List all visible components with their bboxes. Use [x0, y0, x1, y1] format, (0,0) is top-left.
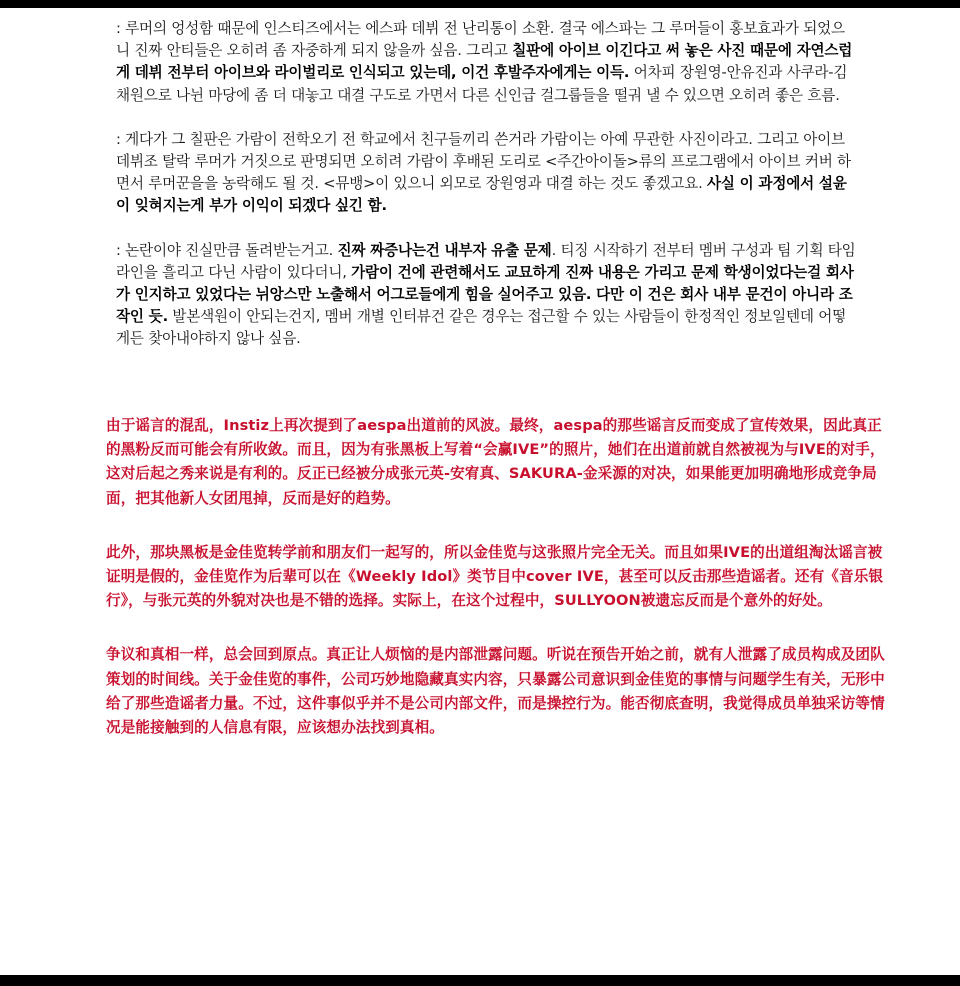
korean-paragraph-2 — [116, 129, 856, 218]
bold-text-segment: 가람이 건에 관련해서도 교묘하게 진짜 내용은 가리고 문제 학생이었다는걸 회사가 인지하고 있었다는 뉘앙스만 노출해서 어그로들에게 힘을 실어주고 있음. 다만 이 건은 회사 내부 문건이 아니라 조작인 듯. — [116, 263, 854, 326]
bold-text-segment: 진짜 짜증나는건 내부자 유출 문제 — [337, 241, 552, 259]
chinese-paragraph-1: 由于谣言的混乱，Instiz上再次提到了aespa出道前的风波。最终，aespa的那些谣言反而变成了宣传效果，因此真正的黑粉反而可能会有所收敛。而且，因为有张黑板上写着“会赢IVE”的照片，她们在出道前就自然被视为与IVE的对手，这对后起之秀来说是有利的。反正已经被分成张元英-安宥真、SAKURA-金采源的对决，如果能更加明确地形成竞争局面，把其他新人女团甩掉，反而是好的趋势。 — [106, 417, 885, 507]
bold-text-segment: 칠판에 아이브 이긴다고 써 놓은 사진 때문에 자연스럽게 데뷔 전부터 아이브와 라이벌리로 인식되고 있는데, 이건 후발주자에게는 이득. — [116, 42, 853, 82]
chinese-translation-section — [106, 414, 896, 770]
chinese-paragraph-3: 争议和真相一样，总会回到原点。真正让人烦恼的是内部泄露问题。听说在预告开始之前，就有人泄露了成员构成及团队策划的时间线。关于金佳览的事件，公司巧妙地隐藏真实内容，只暴露公司意识到金佳览的事情与问题学生有关，无形中给了那些造谣者力量。不过，这件事似乎并不是公司内部文件，而是操控行为。能否彻底查明，我觉得成员单独采访等情况是能接触到的人信息有限，应该想办法找到真相。 — [106, 646, 885, 737]
korean-original-section — [116, 18, 856, 373]
korean-paragraph-1 — [116, 18, 856, 107]
chinese-paragraph-2: 此外，那块黑板是金佳览转学前和朋友们一起写的，所以金佳览与这张照片完全无关。而且如果IVE的出道组淘汰谣言被证明是假的，金佳览作为后辈可以在《Weekly Idol》类节目中cover IVE，甚至可以反击那些造谣者。还有《音乐银行》，与张元英的外貌对决也是不错的选择。实际上，在这个过程中，SULLYOON被遗忘反而是个意外的好处。 — [106, 543, 884, 610]
text-segment: : 논란이야 진실만큼 돌려받는거고. — [116, 241, 338, 259]
text-segment: . 티징 시작하기 전부터 멤버 구성과 팀 기획 타임라인을 흘리고 다닌 사람이 있다더니, — [116, 241, 856, 281]
text-segment: 어차피 장원영-안유진과 사쿠라-김채원으로 나뉜 마당에 좀 더 대놓고 대결 구도로 가면서 다른 신인급 걸그룹들을 떨궈 낼 수 있으면 오히려 좋은 흐름. — [116, 64, 848, 104]
text-segment: 발본색원이 안되는건지, 멤버 개별 인터뷰건 같은 경우는 접근할 수 있는 사람들이 한정적인 정보일텐데 어떻게든 찾아내야하지 않나 싶음. — [116, 308, 847, 348]
text-segment: : 루머의 엉성함 때문에 인스티즈에서는 에스파 데뷔 전 난리통이 소환. 결국 에스파는 그 루머들이 홍보효과가 되었으니 진짜 안티들은 오히려 좀 자중하게 되지 않을까 싶음. 그리고 — [116, 20, 845, 60]
bold-text-segment: 사실 이 과정에서 설윤이 잊혀지는게 부가 이익이 되겠다 싶긴 함. — [116, 175, 847, 215]
document-page — [0, 8, 960, 975]
text-segment: : 게다가 그 칠판은 가람이 전학오기 전 학교에서 친구들끼리 쓴거라 가람이는 아예 무관한 사진이라고. 그리고 아이브 데뷔조 탈락 루머가 거짓으로 판명되면 오히려 가람이 후배된 도리로 <주간아이돌>류의 프로그램에서 아이브 커버 하면서 루머꾼을을 농락해도 될 것. <뮤뱅>이 있으니 외모로 장원영과 대결 하는 것도 좋겠고요. — [116, 130, 851, 193]
korean-paragraph-3 — [116, 240, 856, 351]
